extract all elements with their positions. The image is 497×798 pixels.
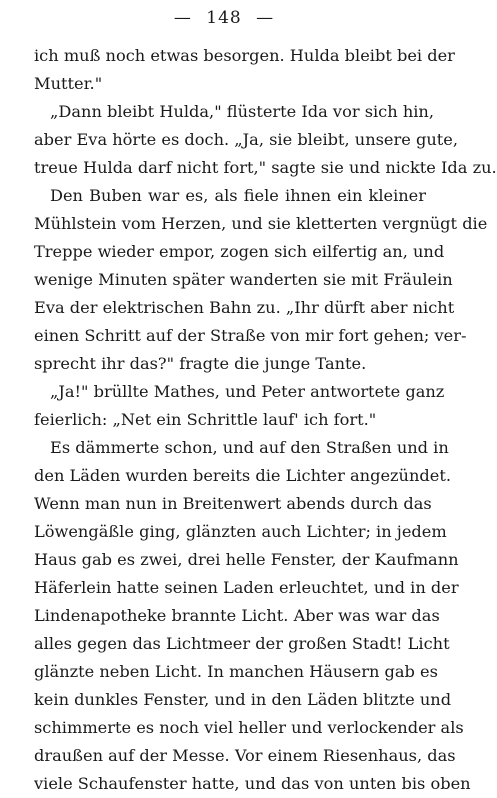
text-line: Den Buben war es, als fiele ihnen ein kleiner (50, 186, 426, 205)
text-line: Mühlstein vom Herzen, und sie kletterten vergnügt die (34, 214, 488, 233)
page-header (0, 6, 448, 30)
header-dash-left: — (173, 8, 192, 28)
text-line: Es dämmerte schon, und auf den Straßen und in (50, 438, 449, 457)
text-line: viele Schaufenster hatte, und das von unten bis oben (34, 774, 471, 793)
text-line: alles gegen das Lichtmeer der großen Stadt! Licht (34, 634, 450, 653)
text-line: Wenn man nun in Breitenwert abends durch das (34, 494, 432, 513)
text-line: einen Schritt auf der Straße von mir fort gehen; ver- (34, 326, 467, 345)
text-line: Treppe wieder empor, zogen sich eilfertig an, und (34, 242, 445, 261)
text-line: Häferlein hatte seinen Laden erleuchtet, und in der (34, 578, 459, 597)
text-line: schimmerte es noch viel heller und verlockender als (34, 718, 464, 737)
body-text (34, 42, 497, 798)
text-line: aber Eva hörte es doch. „Ja, sie bleibt, unsere gute, (34, 130, 458, 149)
text-line: Lindenapotheke brannte Licht. Aber was war das (34, 606, 440, 625)
header-dash-right: — (256, 8, 275, 28)
text-line: Haus gab es zwei, drei helle Fenster, der Kaufmann (34, 550, 459, 569)
text-line: treue Hulda darf nicht fort," sagte sie und nickte Ida zu. (34, 158, 497, 177)
text-line: feierlich: „Net ein Schrittle lauf' ich fort." (34, 410, 377, 429)
text-line: glänzte neben Licht. In manchen Häusern gab es (34, 662, 438, 681)
text-line: kein dunkles Fenster, und in den Läden blitzte und (34, 690, 452, 709)
text-line: „Dann bleibt Hulda," flüsterte Ida vor sich hin, (50, 102, 434, 121)
text-line: wenige Minuten später wanderten sie mit Fräulein (34, 270, 453, 289)
text-line: sprecht ihr das?" fragte die junge Tante. (34, 354, 367, 373)
text-line: Mutter." (34, 74, 103, 93)
text-line: „Ja!" brüllte Mathes, und Peter antwortete ganz (50, 382, 445, 401)
text-line: draußen auf der Messe. Vor einem Riesenhaus, das (34, 746, 456, 765)
text-line: Eva der elektrischen Bahn zu. „Ihr dürft aber nicht (34, 298, 455, 317)
text-line: den Läden wurden bereits die Lichter angezündet. (34, 466, 451, 485)
text-line: Löwengäßle ging, glänzten auch Lichter; in jedem (34, 522, 447, 541)
text-line: ich muß noch etwas besorgen. Hulda bleibt bei der (34, 46, 455, 65)
page-number: 148 (206, 8, 242, 28)
